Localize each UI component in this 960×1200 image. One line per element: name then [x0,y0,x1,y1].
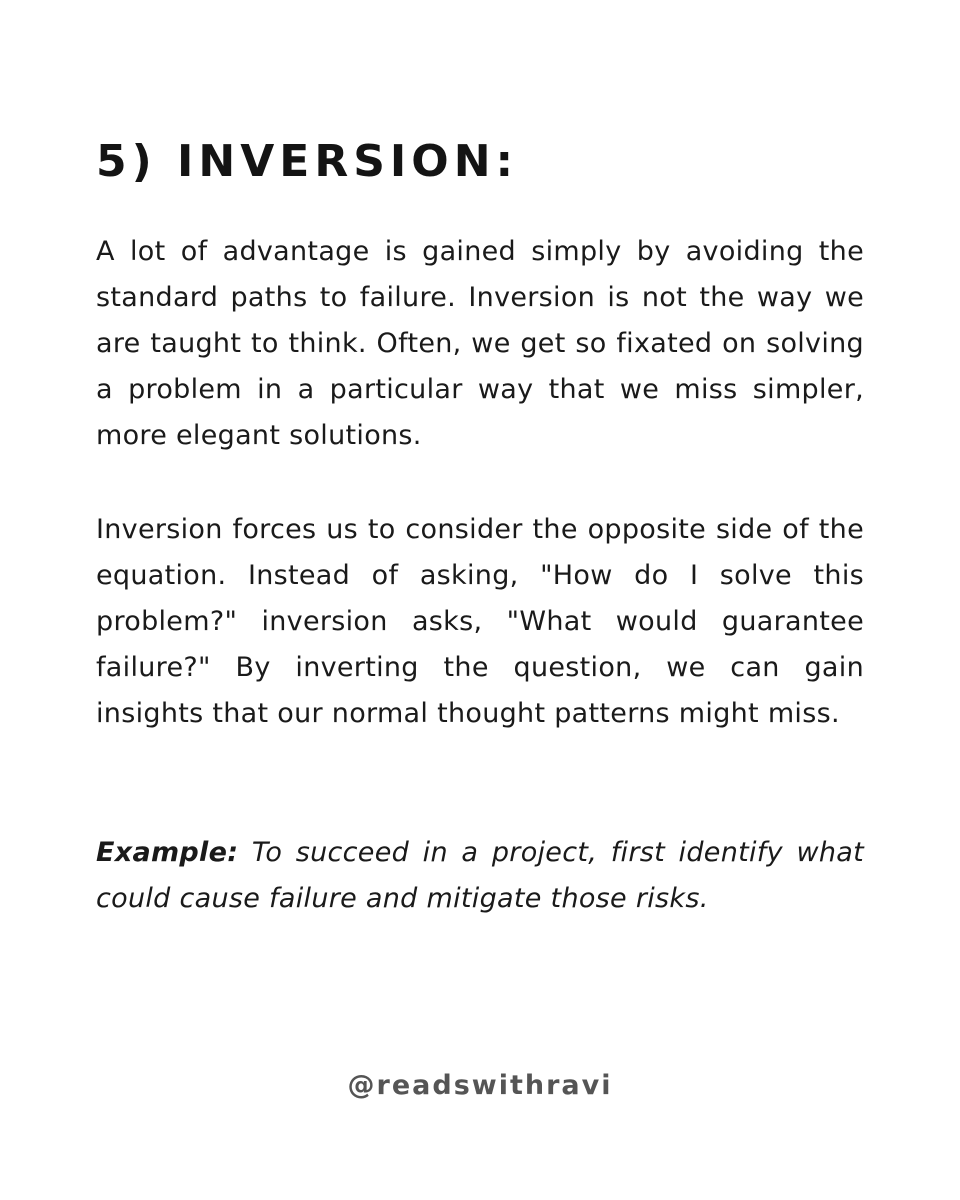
paragraph-explanation: Inversion forces us to consider the opposite side of the equation. Instead of asking, "How do I solve this problem?" inversion asks, "What would guarantee failure?" By inverting the question, we can gain insights that our normal thought patterns might miss. [96,514,864,729]
example-label: Example: [96,837,239,868]
page-title: 5) INVERSION: [96,136,519,187]
example-text: To succeed in a project, first identify what could cause failure and mitigate those risks. [96,837,864,914]
author-handle: @readswithravi [347,1070,613,1101]
example-paragraph [96,830,864,922]
paragraph-intro: A lot of advantage is gained simply by avoiding the standard paths to failure. Inversion is not the way we are taught to think. Often, we get so fixated on solving a problem in a particular way that we miss simpler, more elegant solutions. [96,236,864,451]
